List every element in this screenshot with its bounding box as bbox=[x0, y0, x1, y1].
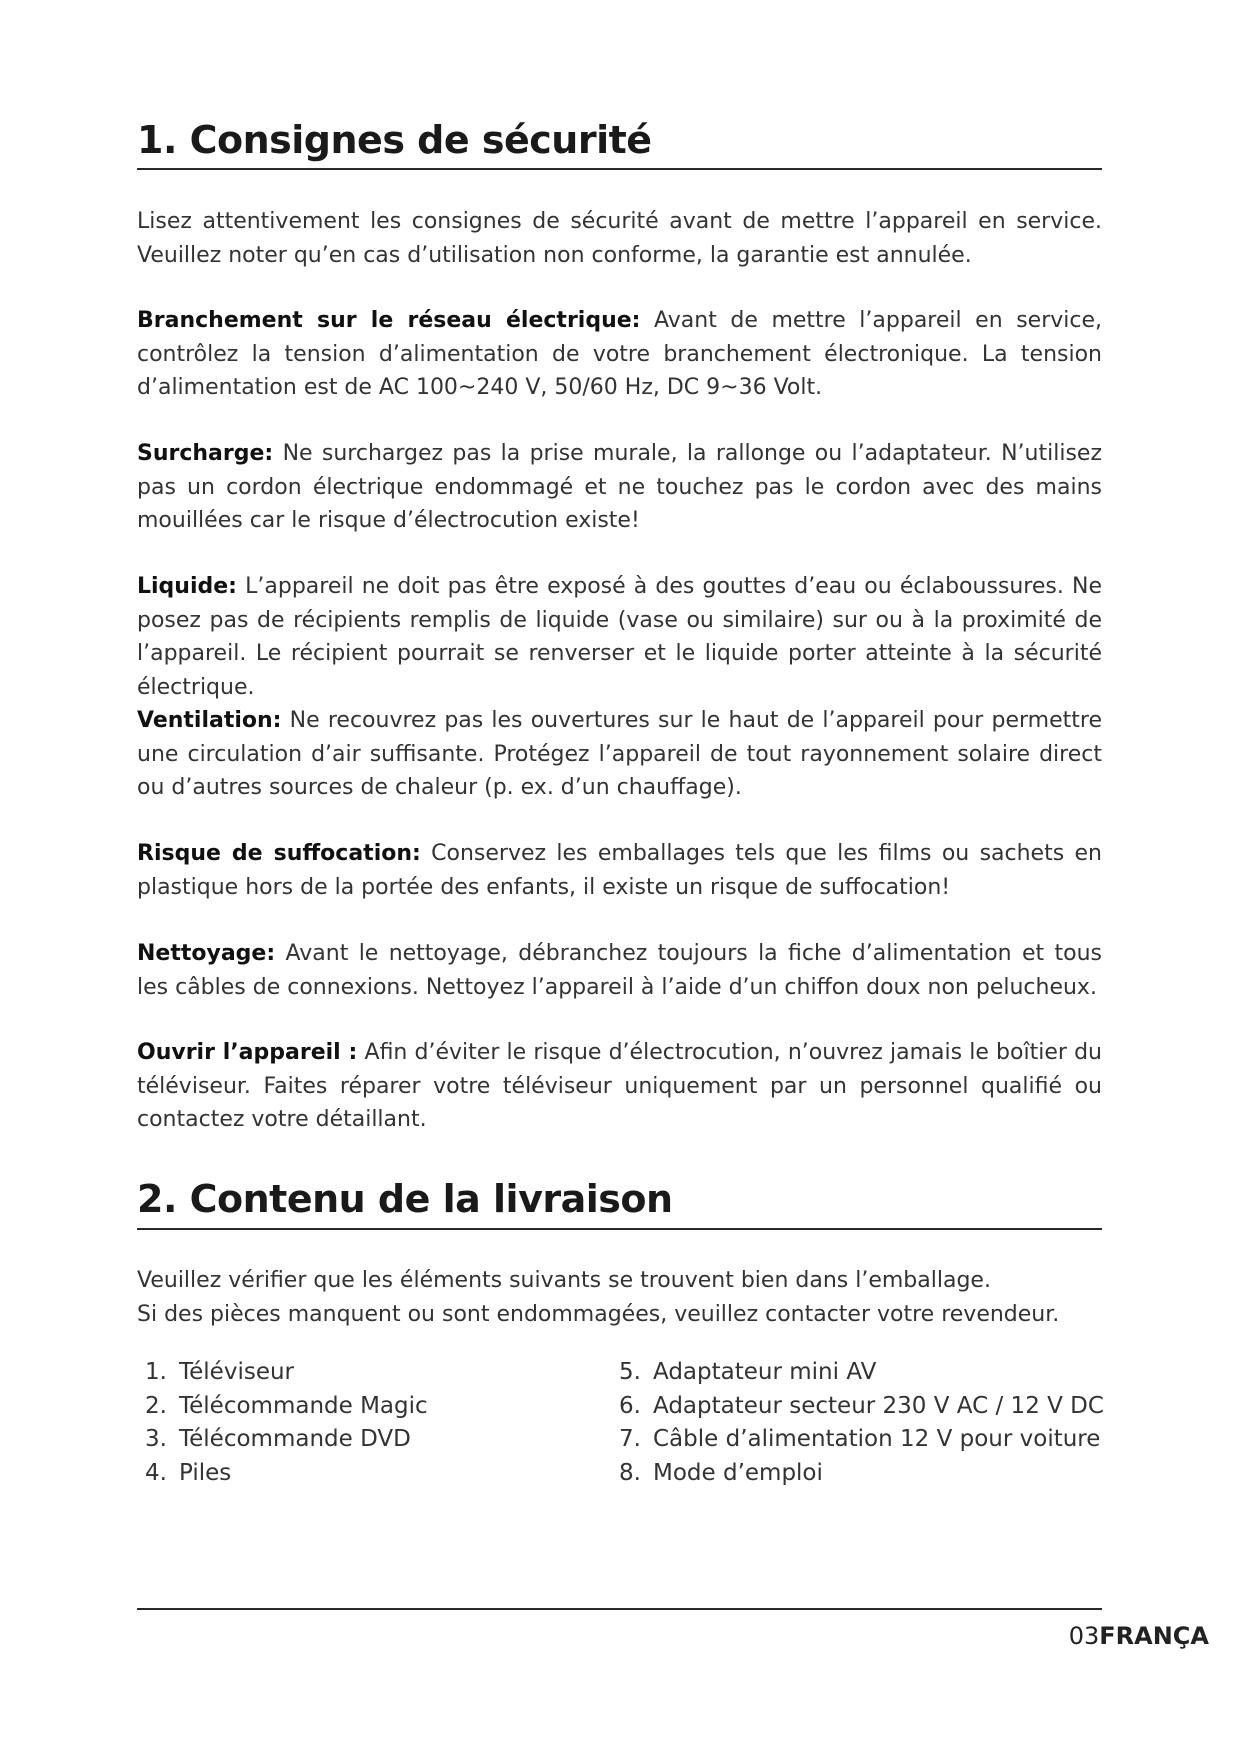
safety-item-label: Nettoyage: bbox=[137, 941, 276, 966]
footer-language: FRANÇA bbox=[1099, 1622, 1209, 1650]
safety-item-label: Liquide: bbox=[137, 574, 237, 599]
list-item-text: Mode d’emploi bbox=[653, 1459, 823, 1486]
safety-item-label: Branchement sur le réseau électrique: bbox=[137, 308, 641, 333]
safety-item-cleaning bbox=[137, 937, 1102, 1004]
list-item bbox=[137, 1423, 428, 1457]
list-item-text: Télécommande DVD bbox=[179, 1426, 411, 1452]
list-item-text: Câble d’alimentation 12 V pour voiture bbox=[653, 1426, 1101, 1452]
list-item-text: Piles bbox=[179, 1459, 232, 1486]
list-item-number: 1. bbox=[145, 1359, 167, 1385]
list-item-number: 4. bbox=[145, 1459, 167, 1486]
section-2-title: 2. Contenu de la livraison bbox=[137, 1177, 673, 1221]
safety-item-text: Ne recouvrez pas les ouvertures sur le haut de l’appareil pour permettre une circulation d’air suffisante. Protégez l’appareil de tout rayonnement solaire direct ou d’autres sources de chaleur (p. ex. d’un chauffage). bbox=[137, 708, 1102, 800]
section-2-intro-line-1: Veuillez vérifier que les éléments suivants se trouvent bien dans l’emballage. bbox=[137, 1268, 991, 1293]
safety-item-text: Avant le nettoyage, débranchez toujours la fiche d’alimentation et tous les câbles de connexions. Nettoyez l’appareil à l’aide d’un chiffon doux non pelucheux. bbox=[137, 941, 1102, 1000]
list-item-number: 3. bbox=[145, 1426, 167, 1452]
safety-item-text: Afin d’éviter le risque d’électrocution, n’ouvrez jamais le boîtier du téléviseur. Faites réparer votre téléviseur uniquement par un personnel qualifié ou contactez votre détaillant. bbox=[137, 1040, 1102, 1132]
list-item-number: 6. bbox=[619, 1392, 641, 1419]
section-2-intro-line-2: Si des pièces manquent ou sont endommagées, veuillez contacter votre revendeur. bbox=[137, 1301, 1060, 1327]
list-item-number: 7. bbox=[619, 1426, 641, 1452]
page-footer bbox=[1069, 1622, 1209, 1650]
list-item-text: Adaptateur mini AV bbox=[653, 1359, 877, 1385]
safety-item-label: Ventilation: bbox=[137, 708, 282, 733]
list-item-number: 2. bbox=[145, 1392, 167, 1419]
safety-item-ventilation bbox=[137, 704, 1102, 805]
section-1-rule bbox=[137, 168, 1102, 170]
safety-item-opening bbox=[137, 1036, 1102, 1137]
list-item-text: Adaptateur secteur 230 V AC / 12 V DC bbox=[653, 1392, 1104, 1419]
list-item-number: 8. bbox=[619, 1459, 641, 1486]
list-item-text: Télécommande Magic bbox=[179, 1392, 428, 1419]
footer-rule bbox=[137, 1608, 1102, 1610]
safety-item-suffocation bbox=[137, 837, 1102, 904]
safety-item-text: L’appareil ne doit pas être exposé à des gouttes d’eau ou éclaboussures. Ne posez pas de récipients remplis de liquide (vase ou similaire) sur ou à la proximité de l’appareil. Le récipient pourrait se renverser et le liquide porter atteinte à la sécurité électrique. bbox=[137, 574, 1102, 700]
list-item bbox=[137, 1356, 428, 1390]
safety-item-overload bbox=[137, 437, 1102, 538]
safety-item-text: Conservez les emballages tels que les films ou sachets en plastique hors de la portée des enfants, il existe un risque de suffocation! bbox=[137, 841, 1102, 900]
safety-item-label: Ouvrir l’appareil : bbox=[137, 1040, 358, 1065]
safety-item-text: Ne surchargez pas la prise murale, la rallonge ou l’adaptateur. N’utilisez pas un cordon électrique endommagé et ne touchez pas le cordon avec des mains mouillées car le risque d’électrocution existe! bbox=[137, 441, 1102, 533]
list-item bbox=[611, 1390, 1104, 1424]
contents-list-left bbox=[137, 1356, 428, 1490]
list-item bbox=[137, 1457, 428, 1491]
page-number: 03 bbox=[1068, 1622, 1100, 1650]
section-1-intro: Lisez attentivement les consignes de sécurité avant de mettre l’appareil en service. Veuillez noter qu’en cas d’utilisation non conforme, la garantie est annulée. bbox=[137, 209, 1102, 268]
safety-item-label: Risque de suffocation: bbox=[137, 841, 421, 866]
list-item-number: 5. bbox=[619, 1359, 641, 1385]
list-item bbox=[611, 1423, 1104, 1457]
safety-item-label: Surcharge: bbox=[137, 441, 274, 466]
safety-item-text: Avant de mettre l’appareil en service, contrôlez la tension d’alimentation de votre branchement électronique. La tension d’alimentation est de AC 100~240 V, 50/60 Hz, DC 9~36 Volt. bbox=[137, 308, 1103, 400]
list-item bbox=[137, 1390, 428, 1424]
safety-item-power bbox=[137, 304, 1102, 405]
contents-list-right bbox=[611, 1356, 1104, 1490]
section-2-rule bbox=[137, 1228, 1102, 1230]
list-item bbox=[611, 1356, 1104, 1390]
section-2-intro bbox=[137, 1264, 1102, 1331]
list-item bbox=[611, 1457, 1104, 1491]
section-1-title: 1. Consignes de sécurité bbox=[137, 118, 652, 162]
list-item-text: Téléviseur bbox=[179, 1359, 294, 1385]
safety-item-liquid bbox=[137, 570, 1102, 704]
